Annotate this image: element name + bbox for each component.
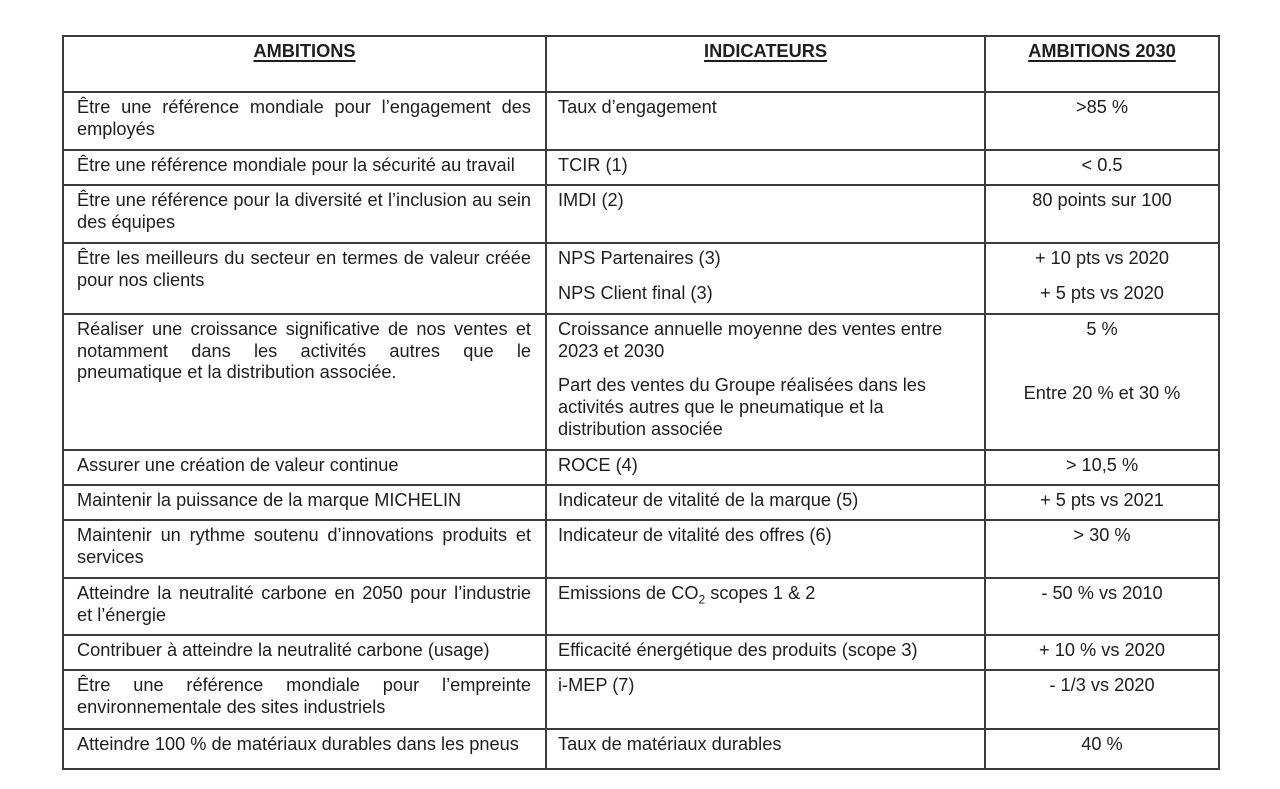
indicator-cell — [546, 314, 985, 450]
ambition-cell: Assurer une création de valeur continue — [63, 450, 546, 485]
target-line: + 10 % vs 2020 — [1039, 640, 1165, 660]
target-line: 5 % — [1086, 319, 1118, 339]
ambition-cell: Contribuer à atteindre la neutralité carbone (usage) — [63, 635, 546, 670]
indicator-cell — [546, 729, 985, 769]
target-cell — [985, 314, 1219, 450]
target-line: - 1/3 vs 2020 — [1049, 675, 1155, 695]
indicator-cell — [546, 578, 985, 635]
target-cell — [985, 635, 1219, 670]
co2-suffix: scopes 1 & 2 — [705, 583, 816, 603]
target-cell — [985, 450, 1219, 485]
table-row — [63, 314, 1219, 450]
table-row — [63, 150, 1219, 185]
table-row — [63, 635, 1219, 670]
header-row — [63, 36, 1219, 92]
ambition-cell: Réaliser une croissance significative de nos ventes et notamment dans les activités autres que le pneumatique et la distribution associée. — [63, 314, 546, 450]
table-row — [63, 520, 1219, 578]
indicator-line: Taux de matériaux durables — [558, 734, 782, 754]
table-row — [63, 243, 1219, 314]
ambition-cell: Être une référence pour la diversité et l’inclusion au sein des équipes — [63, 185, 546, 243]
target-line: < 0.5 — [1081, 155, 1123, 175]
indicator-line: Efficacité énergétique des produits (scope 3) — [558, 640, 918, 660]
ambition-cell: Être une référence mondiale pour l’empreinte environnementale des sites industriels — [63, 670, 546, 729]
table-row — [63, 729, 1219, 769]
ambition-cell: Être une référence mondiale pour la sécurité au travail — [63, 150, 546, 185]
ambition-cell: Maintenir un rythme soutenu d’innovations produits et services — [63, 520, 546, 578]
ambition-cell: Atteindre la neutralité carbone en 2050 pour l’industrie et l’énergie — [63, 578, 546, 635]
target-line: 80 points sur 100 — [1032, 190, 1172, 210]
target-cell — [985, 520, 1219, 578]
target-cell — [985, 185, 1219, 243]
indicator-line: NPS Partenaires (3) — [558, 248, 721, 268]
target-cell — [985, 92, 1219, 150]
target-cell — [985, 150, 1219, 185]
target-cell — [985, 729, 1219, 769]
indicator-line: Croissance annuelle moyenne des ventes entre 2023 et 2030 — [558, 319, 943, 361]
co2-prefix: Emissions de CO — [558, 583, 699, 603]
indicator-cell — [546, 185, 985, 243]
target-line: + 5 pts vs 2021 — [1040, 490, 1164, 510]
table-row — [63, 450, 1219, 485]
indicator-line: TCIR (1) — [558, 155, 628, 175]
table-row — [63, 670, 1219, 729]
target-line: >85 % — [1075, 97, 1129, 117]
indicator-cell — [546, 450, 985, 485]
indicator-cell — [546, 635, 985, 670]
target-line: + 5 pts vs 2020 — [1040, 282, 1164, 303]
target-cell — [985, 243, 1219, 314]
table-row — [63, 578, 1219, 635]
indicator-line: ROCE (4) — [558, 455, 638, 475]
indicator-line: Indicateur de vitalité des offres (6) — [558, 525, 832, 545]
indicator-line: i-MEP (7) — [558, 675, 635, 695]
ambitions-table — [62, 35, 1220, 770]
target-cell — [985, 485, 1219, 520]
target-line: 40 % — [1081, 734, 1123, 754]
indicator-cell — [546, 485, 985, 520]
indicator-cell — [546, 150, 985, 185]
header-indicateurs: INDICATEURS — [546, 36, 985, 92]
table-row — [63, 185, 1219, 243]
table-row — [63, 92, 1219, 150]
table-row — [63, 485, 1219, 520]
ambition-cell: Maintenir la puissance de la marque MICHELIN — [63, 485, 546, 520]
indicator-line: Part des ventes du Groupe réalisées dans les activités autres que le pneumatique et la distribution associée — [558, 375, 927, 439]
co2-subscript: 2 — [698, 592, 706, 607]
indicator-cell — [546, 92, 985, 150]
target-cell — [985, 578, 1219, 635]
target-line: > 30 % — [1073, 525, 1131, 545]
indicator-cell — [546, 243, 985, 314]
indicator-cell — [546, 670, 985, 729]
ambition-cell: Atteindre 100 % de matériaux durables dans les pneus — [63, 729, 546, 769]
target-line: - 50 % vs 2010 — [1041, 583, 1163, 603]
header-ambitions: AMBITIONS — [63, 36, 546, 92]
ambition-cell: Être les meilleurs du secteur en termes de valeur créée pour nos clients — [63, 243, 546, 314]
ambition-cell: Être une référence mondiale pour l’engagement des employés — [63, 92, 546, 150]
target-line: + 10 pts vs 2020 — [1035, 248, 1169, 268]
indicator-line: Indicateur de vitalité de la marque (5) — [558, 490, 859, 510]
target-line: Entre 20 % et 30 % — [1023, 382, 1181, 403]
indicator-line: NPS Client final (3) — [558, 282, 713, 303]
target-cell — [985, 670, 1219, 729]
indicator-line: IMDI (2) — [558, 190, 624, 210]
header-ambitions-2030: AMBITIONS 2030 — [985, 36, 1219, 92]
indicator-cell — [546, 520, 985, 578]
indicator-line: Taux d’engagement — [558, 97, 717, 117]
indicator-co2-line — [558, 583, 972, 605]
target-line: > 10,5 % — [1065, 455, 1139, 475]
